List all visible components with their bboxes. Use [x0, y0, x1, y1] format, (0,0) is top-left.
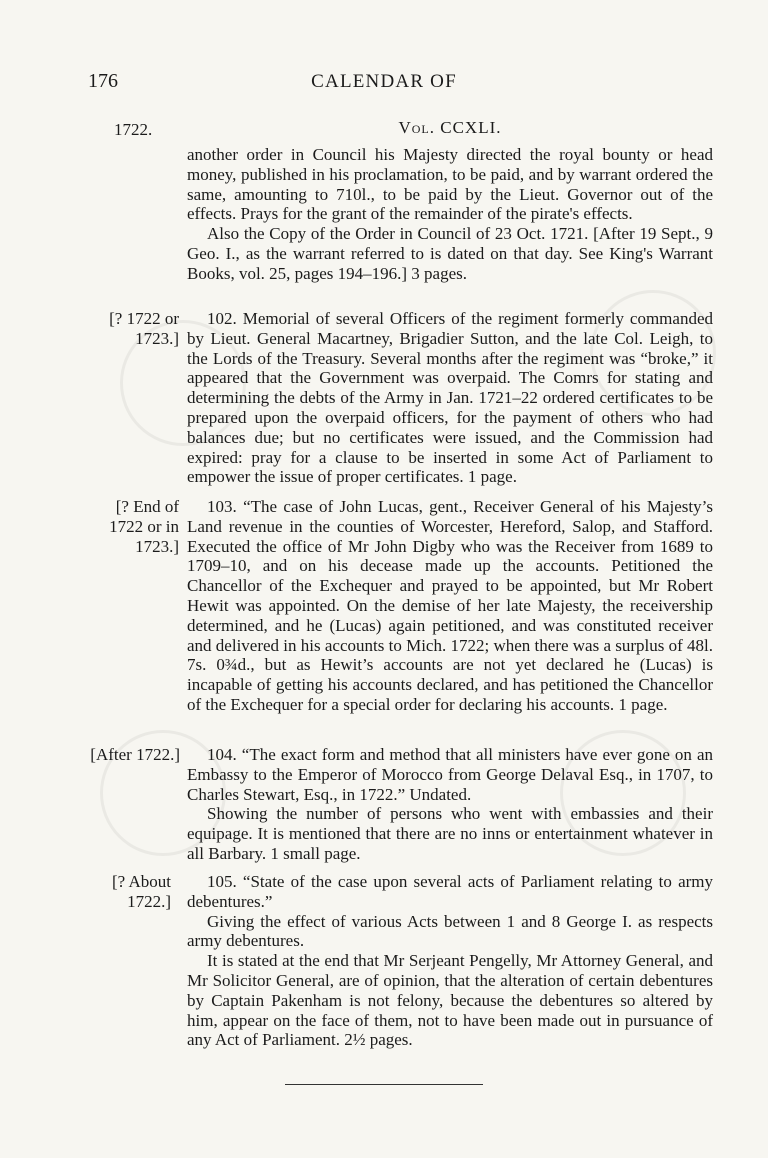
- entry-paragraph: 105. “State of the case upon several acts of Parliament relating to army debentures.”: [187, 872, 713, 911]
- entry-body: [187, 745, 713, 864]
- entry-paragraph: 103. “The case of John Lucas, gent., Receiver General of his Majesty’s Land revenue in the counties of Worcester, Hereford, Salop, and Stafford. Executed the office of Mr John Digby who was the Receiver from 1689 to 1709–10, and on his decease made up the accounts. Petitioned the Chancellor of the Exchequer and prayed to be appointed, but Mr Robert Hewit was appointed. On the demise of her late Majesty, the receivership determined, and he (Lucas) again petitioned, and was constituted receiver and delivered in his accounts to Mich. 1722; when there was a surplus of 48l. 7s. 0¾d., but as Hewit’s accounts are not yet declared he (Lucas) is incapable of getting his accounts declared, and has petitioned the Chancellor of the Exchequer for a special order for declaring his accounts. 1 page.: [187, 497, 713, 714]
- entry-paragraph: Giving the effect of various Acts between 1 and 8 George I. as respects army debentures.: [187, 911, 713, 951]
- entry-body: [187, 872, 713, 1050]
- entry-date-margin: [? 1722 or 1723.]: [109, 309, 179, 348]
- entry-paragraph: another order in Council his Majesty directed the royal bounty or head money, published in his proclamation, to be paid, and by warrant ordered the same, amounting to 710l., to be paid by the Lieut. Governor out of the effects. Prays for the grant of the remainder of the pirate's effects.: [187, 145, 713, 224]
- volume-label: Vol. CCXLI.: [398, 118, 502, 137]
- entry-date-margin: [After 1722.]: [90, 745, 180, 764]
- entry-paragraph: Also the Copy of the Order in Council of 23 Oct. 1721. [After 19 Sept., 9 Geo. I., as the warrant referred to is dated on that day. See King's Warrant Books, vol. 25, pages 194–196.] 3 pages.: [187, 224, 713, 283]
- entry-body: [187, 497, 713, 715]
- entry-paragraph: Showing the number of persons who went with embassies and their equipage. It is mentioned that there are no inns or entertainment whatever in all Barbary. 1 small page.: [187, 804, 713, 863]
- volume-year: 1722.: [114, 120, 153, 139]
- entry-date-margin: [? End of 1722 or in 1723.]: [109, 497, 179, 556]
- section-divider: [285, 1084, 483, 1085]
- page-number: 176: [88, 70, 118, 92]
- entry-body: [187, 309, 713, 487]
- entry-paragraph: 104. “The exact form and method that all ministers have ever gone on an Embassy to the Emperor of Morocco from George Delaval Esq., in 1707, to Charles Stewart, Esq., in 1722.” Undated.: [187, 745, 713, 804]
- entry-paragraph: It is stated at the end that Mr Serjeant Pengelly, Mr Attorney General, and Mr Solicitor General, are of opinion, that the alteration of certain debentures by Captain Pakenham is not felony, because the debentures so altered by him, appear on the face of them, not to have been made out in pursuance of any Act of Parliament. 2½ pages.: [187, 951, 713, 1050]
- running-title: CALENDAR OF: [311, 71, 457, 92]
- page-header: [0, 70, 768, 100]
- entry-paragraph: 102. Memorial of several Officers of the regiment formerly commanded by Lieut. General Macartney, Brigadier Sutton, and the late Col. Leigh, to the Lords of the Treasury. Several months after the regiment was “broke,” it appeared that the Government was overpaid. The Comrs for stating and determining the debts of the Army in Jan. 1721–22 ordered certificates to be prepared upon the overpaid officers, for the payment of others who had balances due; but no certificates were issued, and the Commission had expired: pray for a clause to be inserted in some Act of Parliament to empower the issue of proper certificates. 1 page.: [187, 309, 713, 487]
- entry-date-margin: [? About 1722.]: [111, 872, 171, 911]
- entry-body: [187, 145, 713, 284]
